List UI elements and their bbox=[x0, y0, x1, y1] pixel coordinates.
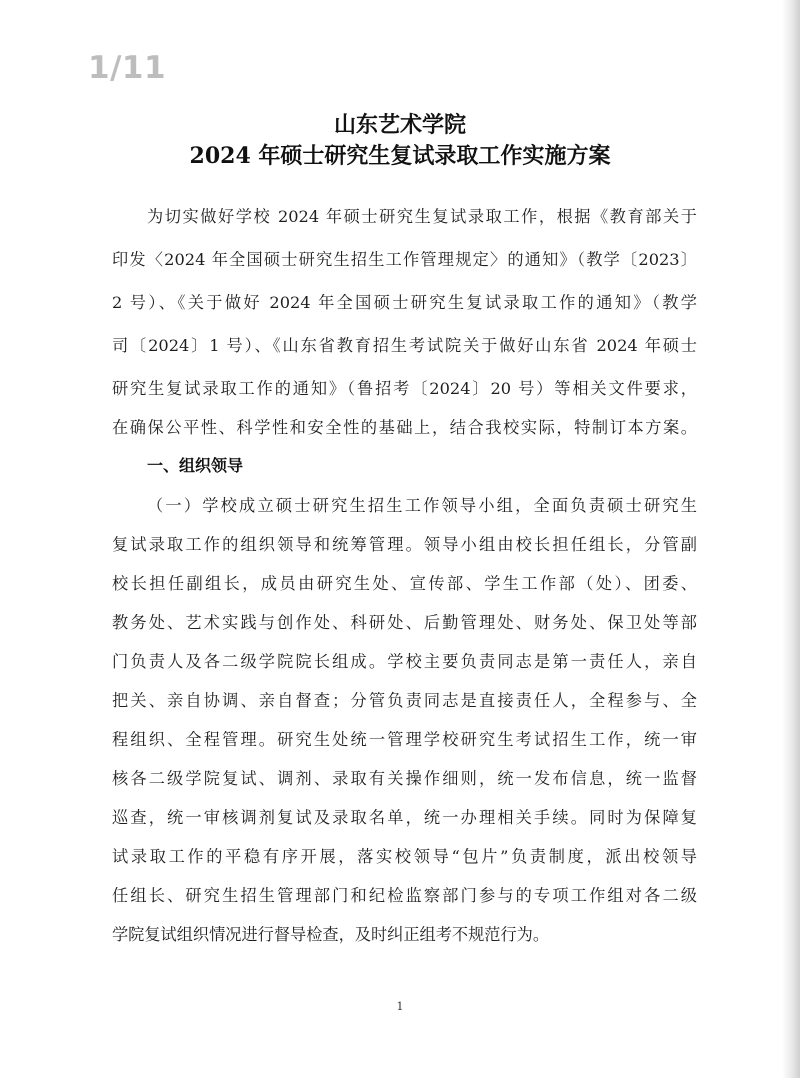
document-title-main: 2024 年硕士研究生复试录取工作实施方案 bbox=[189, 143, 611, 169]
section-line: （一）学校成立硕士研究生招生工作领导小组，全面负责硕士研究生 bbox=[147, 496, 697, 515]
section-line: 巡查，统一审核调剂复试及录取名单，统一办理相关手续。同时为保障复 bbox=[112, 808, 697, 827]
intro-line: 2 号）、《关于做好 2024 年全国硕士研究生复试录取工作的通知》（教学 bbox=[112, 293, 697, 312]
intro-line: 印发〈2024 年全国硕士研究生招生工作管理规定〉的通知》（教学〔2023〕 bbox=[112, 250, 697, 269]
section-line: 把关、亲自协调、亲自督查；分管负责同志是直接责任人，全程参与、全 bbox=[112, 691, 697, 710]
section-line: 任组长、研究生招生管理部门和纪检监察部门参与的专项工作组对各二级 bbox=[112, 886, 697, 905]
section-line: 教务处、艺术实践与创作处、科研处、后勤管理处、财务处、保卫处等部 bbox=[112, 613, 697, 632]
intro-line: 研究生复试录取工作的通知》（鲁招考〔2024〕20 号）等相关文件要求， bbox=[112, 379, 697, 398]
page-counter: 1/11 bbox=[88, 50, 167, 86]
document-title-institution: 山东艺术学院 bbox=[333, 112, 466, 138]
section-line: 核各二级学院复试、调剂、录取有关操作细则，统一发布信息，统一监督 bbox=[112, 769, 697, 788]
section-line: 程组织、全程管理。研究生处统一管理学校研究生考试招生工作，统一审 bbox=[112, 730, 697, 749]
intro-line: 为切实做好学校 2024 年硕士研究生复试录取工作，根据《教育部关于 bbox=[147, 207, 697, 226]
intro-line: 司〔2024〕1 号）、《山东省教育招生考试院关于做好山东省 2024 年硕士 bbox=[112, 336, 697, 355]
page-number: 1 bbox=[396, 1000, 404, 1013]
section-line: 试录取工作的平稳有序开展，落实校领导“包片”负责制度，派出校领导 bbox=[112, 847, 697, 866]
section-line: 门负责人及各二级学院院长组成。学校主要负责同志是第一责任人，亲自 bbox=[112, 652, 697, 671]
section-line: 复试录取工作的组织领导和统筹管理。领导小组由校长担任组长，分管副 bbox=[112, 535, 697, 554]
section-line: 学院复试组织情况进行督导检查，及时纠正组考不规范行为。 bbox=[112, 925, 550, 944]
section-line: 校长担任副组长，成员由研究生处、宣传部、学生工作部（处）、团委、 bbox=[112, 574, 697, 593]
section-heading: 一、组织领导 bbox=[147, 456, 244, 475]
intro-line: 在确保公平性、科学性和安全性的基础上，结合我校实际，特制订本方案。 bbox=[112, 418, 697, 437]
